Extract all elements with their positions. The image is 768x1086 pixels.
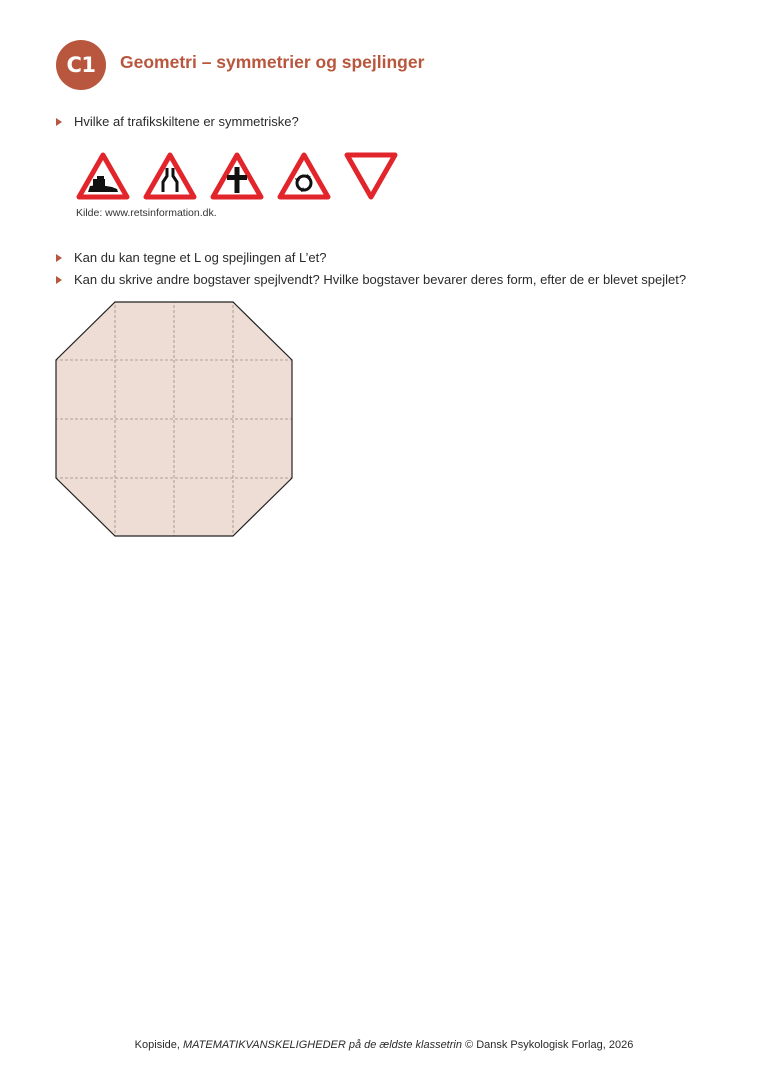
chapter-badge: C1 [56, 40, 106, 90]
footer-prefix: Kopiside, [134, 1039, 180, 1051]
question-1-text: Hvilke af trafikskiltene er symmetriske? [74, 114, 299, 129]
page-title: Geometri – symmetrier og spejlinger [120, 52, 425, 72]
bullet-arrow-icon [56, 276, 62, 284]
question-3-text: Kan du skrive andre bogstaver spejlvendt? Hvilke bogstaver bevarer deres form, efter de er blevet spejlet? [74, 272, 687, 287]
road-narrows-sign-icon [143, 152, 197, 200]
question-3 [56, 272, 686, 287]
roundabout-sign-icon [277, 152, 331, 200]
footer-book-title: MATEMATIKVANSKELIGHEDER på de ældste klassetrin [183, 1039, 462, 1051]
traffic-signs-row [76, 152, 411, 202]
yield-sign-icon [344, 152, 398, 200]
question-2 [56, 250, 327, 265]
sign-source: Kilde: www.retsinformation.dk. [76, 207, 217, 219]
question-1 [56, 114, 299, 129]
octagon-grid [55, 300, 295, 538]
page-footer [0, 1039, 768, 1051]
slippery-road-sign-icon [76, 152, 130, 200]
crossroads-sign-icon [210, 152, 264, 200]
bullet-arrow-icon [56, 254, 62, 262]
footer-copyright: © Dansk Psykologisk Forlag, 2026 [465, 1039, 634, 1051]
bullet-arrow-icon [56, 118, 62, 126]
question-2-text: Kan du kan tegne et L og spejlingen af L’et? [74, 250, 327, 265]
